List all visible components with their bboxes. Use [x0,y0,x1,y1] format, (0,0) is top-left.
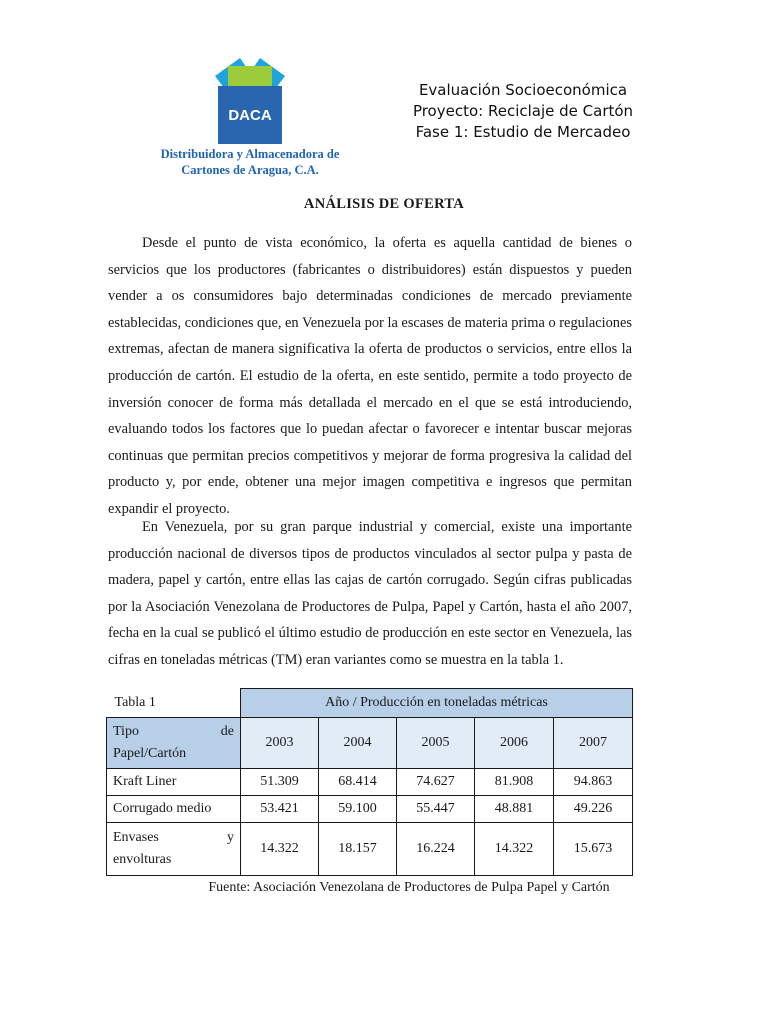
row-label: Kraft Liner [107,769,241,796]
table-cell: 81.908 [475,769,554,796]
table-cell: 14.322 [475,823,554,876]
company-name [140,146,360,178]
document-header [408,80,638,143]
type-header [107,718,241,769]
type-header-b: de [220,724,234,739]
table-cell: 55.447 [397,796,475,823]
table-cell: 74.627 [397,769,475,796]
table-cell: 51.309 [241,769,319,796]
table-cell: 14.322 [241,823,319,876]
company-logo [140,56,360,180]
company-name-line1: Distribuidora y Almacenadora de [160,147,340,161]
year-header: 2006 [475,718,554,769]
row-label-c: envolturas [113,852,172,867]
table-span-header: Año / Producción en toneladas métricas [241,689,633,718]
company-name-line2: Cartones de Aragua, C.A. [181,163,319,177]
table-cell: 68.414 [319,769,397,796]
table-caption: Tabla 1 [114,694,156,710]
year-header: 2004 [319,718,397,769]
header-line2: Proyecto: Reciclaje de Cartón [412,102,634,120]
table-cell: 18.157 [319,823,397,876]
table-cell: 53.421 [241,796,319,823]
table-cell: 49.226 [554,796,633,823]
table-cell: 15.673 [554,823,633,876]
production-table [106,688,633,876]
row-label: Corrugado medio [107,796,241,823]
row-label-b: y [227,830,234,845]
table-source: Fuente: Asociación Venezolana de Productores de Pulpa Papel y Cartón [208,880,610,895]
section-title: ANÁLISIS DE OFERTA [303,196,465,212]
table-row [107,769,633,796]
year-header: 2007 [554,718,633,769]
year-header: 2005 [397,718,475,769]
table-cell: 59.100 [319,796,397,823]
table-row [107,823,633,876]
table-cell: 94.863 [554,769,633,796]
logo-brand: DACA [228,107,272,124]
header-line1: Evaluación Socioeconómica [418,81,628,99]
table-cell: 16.224 [397,823,475,876]
row-label [107,823,241,876]
type-header-c: Papel/Cartón [113,746,187,761]
row-label-a: Envases [113,830,159,845]
year-header: 2003 [241,718,319,769]
table-row [107,796,633,823]
type-header-a: Tipo [113,724,139,739]
paragraph-1: Desde el punto de vista económico, la oferta es aquella cantidad de bienes o servicios que los productores (fabricantes o distribuidores) están dispuestos y pueden vender a os consumidores bajo determinadas condiciones de mercado previamente establecidas, condiciones que, en Venezuela por la escases de materia prima o regulaciones extremas, afectan de manera significativa la oferta de productos o servicios, entre ellos la producción de cartón. El estudio de la oferta, en este sentido, permite a todo proyecto de inversión conocer de forma más detallada el mercado en el que se está introduciendo, evaluando todos los factores que lo puedan afectar o favorecer e intentar buscar mejoras continuas que permitan precios competitivos y mejorar de forma progresiva la calidad del producto y, por ende, obtener una mejor imagen competitiva e ingresos que permitan expandir el proyecto. [108,235,632,517]
header-line3: Fase 1: Estudio de Mercadeo [415,123,631,141]
table-cell: 48.881 [475,796,554,823]
box-logo-icon [195,56,305,146]
paragraph-2: En Venezuela, por su gran parque industrial y comercial, existe una importante producción nacional de diversos tipos de productos vinculados al sector pulpa y pasta de madera, papel y cartón, entre ellas las cajas de cartón corrugado. Según cifras publicadas por la Asociación Venezolana de Productores de Pulpa, Papel y Cartón, hasta el año 2007, fecha en la cual se publicó el último estudio de producción en este sector en Venezuela, las cifras en toneladas métricas (TM) eran variantes como se muestra en la tabla 1. [108,519,632,668]
